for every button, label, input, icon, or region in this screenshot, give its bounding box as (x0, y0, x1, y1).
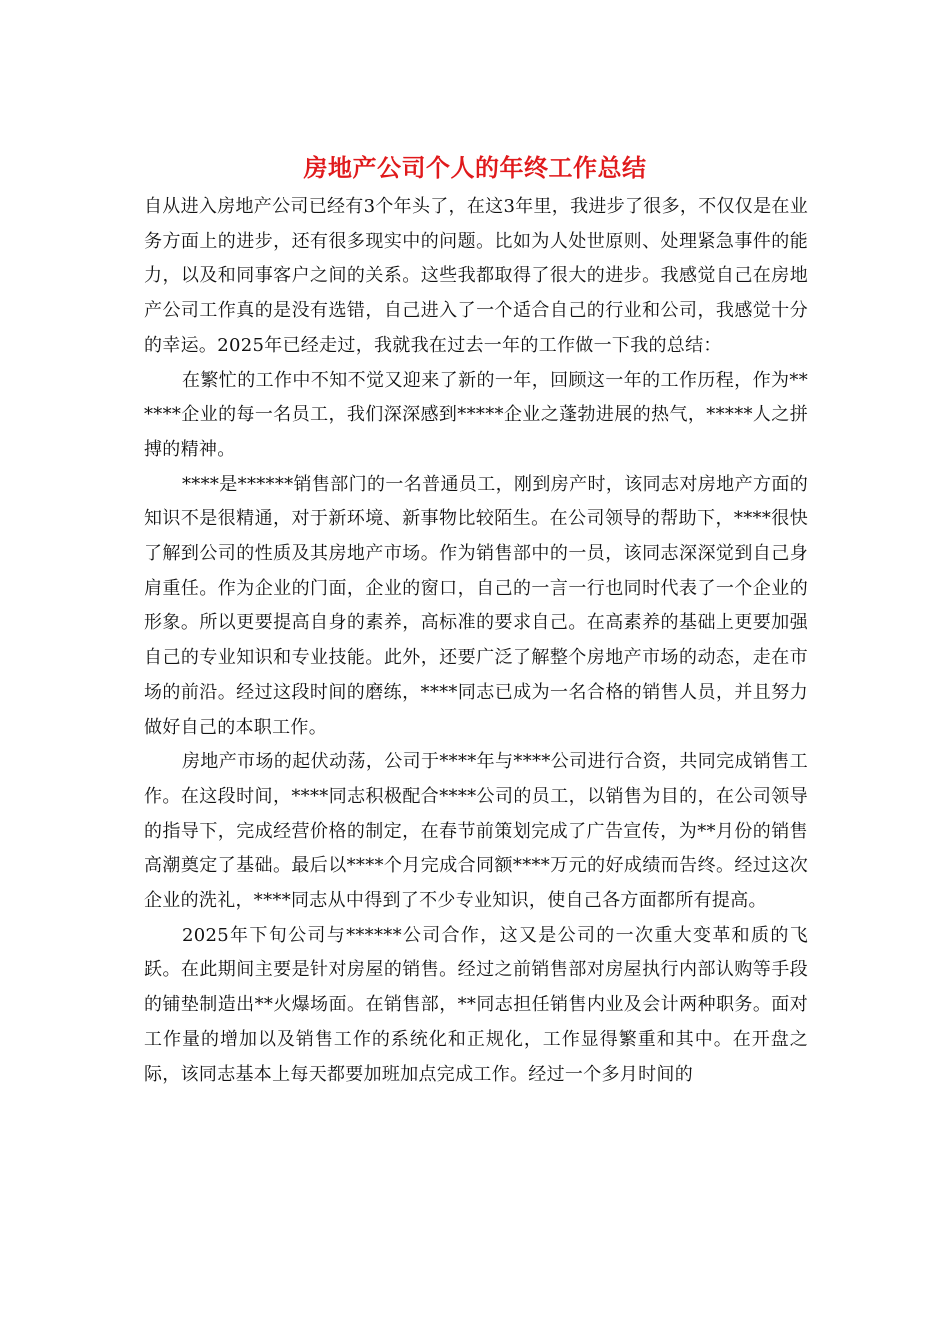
document-title: 房地产公司个人的年终工作总结 (303, 154, 647, 182)
paragraph-joint-venture: 房地产市场的起伏动荡，公司于****年与****公司进行合资，共同完成销售工作。在这段时间，****同志积极配合****公司的员工，以销售为目的，在公司领导的指导下，完成经营价格的制定，在春节前策划完成了广告宣传，为**月份的销售高潮奠定了基础。最后以****个月完成合同额****万元的好成绩而告终。经过这次企业的洗礼，****同志从中得到了不少专业知识，使自己各方面都所有提高。 (144, 751, 808, 912)
paragraph-intro: 自从进入房地产公司已经有3个年头了，在这3年里，我进步了很多，不仅仅是在业务方面上的进步，还有很多现实中的问题。比如为人处世原则、处理紧急事件的能力，以及和同事客户之间的关系。这些我都取得了很大的进步。我感觉自己在房地产公司工作真的是没有选错，自己进入了一个适合自己的行业和公司，我感觉十分的幸运。2025年已经走过，我就我在过去一年的工作做一下我的总结： (144, 196, 809, 356)
paragraph-employee: ****是******销售部门的一名普通员工，刚到房产时，该同志对房地产方面的知识不是很精通，对于新环境、新事物比较陌生。在公司领导的帮助下，****很快了解到公司的性质及其房地产市场。作为销售部中的一员，该同志深深觉到自己身肩重任。作为企业的门面，企业的窗口，自己的一言一行也同时代表了一个企业的形象。所以更要提高自身的素养，高标准的要求自己。在高素养的基础上更要加强自己的专业知识和专业技能。此外，还要广泛了解整个房地产市场的动态，走在市场的前沿。经过这段时间的磨练，****同志已成为一名合格的销售人员，并且努力做好自己的本职工作。 (144, 473, 808, 738)
paragraph-cooperation: 2025年下旬公司与******公司合作，这又是公司的一次重大变革和质的飞跃。在此期间主要是针对房屋的销售。经过之前销售部对房屋执行内部认购等手段的铺垫制造出**火爆场面。在销售部，**同志担任销售内业及会计两种职务。面对工作量的增加以及销售工作的系统化和正规化，工作显得繁重和其中。在开盘之际，该同志基本上每天都要加班加点完成工作。经过一个多月时间的 (144, 924, 808, 1085)
paragraph-review: 在繁忙的工作中不知不觉又迎来了新的一年，回顾这一年的工作历程，作为******企业的每一名员工，我们深深感到*****企业之蓬勃进展的热气，*****人之拼搏的精神。 (144, 369, 808, 460)
document-body (144, 190, 808, 1092)
